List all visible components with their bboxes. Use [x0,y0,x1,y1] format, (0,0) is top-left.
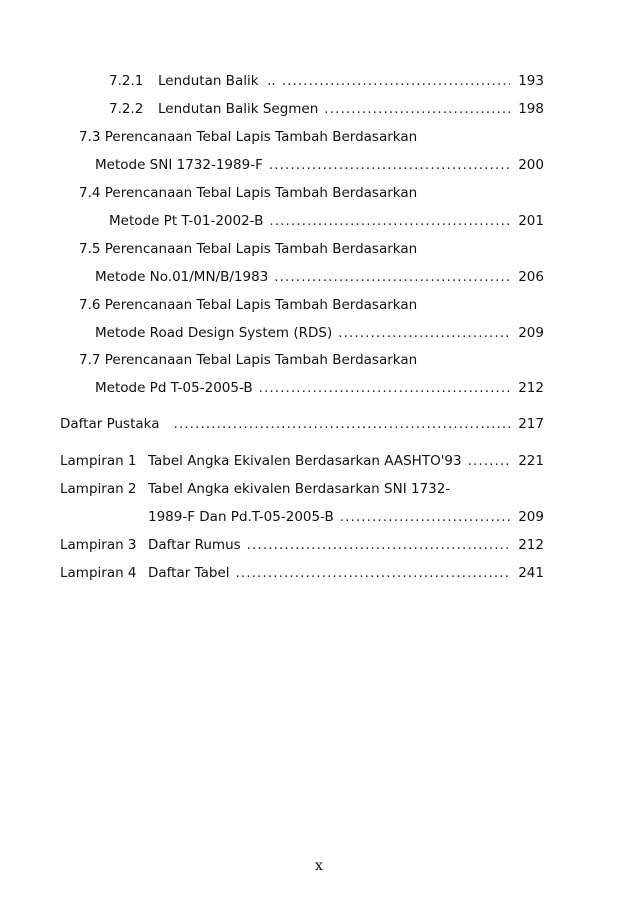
toc-heading-7-5[interactable]: 7.5 Perencanaan Tebal Lapis Tambah Berdasarkan [79,241,418,257]
toc-title: Metode Pd T-05-2005-B [95,380,253,396]
toc-entry-lampiran-2[interactable] [148,507,544,527]
toc-page-number: 212 [518,537,544,553]
toc-page-number: 200 [518,157,544,173]
toc-page-number: 206 [518,269,544,285]
dot-leader [282,71,510,91]
toc-page-number: 241 [518,565,544,581]
dot-leader [338,323,510,343]
toc-title: Metode Pt T-01-2002-B [109,213,264,229]
toc-page-number: 221 [518,453,544,469]
lampiran-4-label: Lampiran 4 [60,565,137,581]
toc-entry-7-7[interactable] [95,378,544,398]
toc-title: Metode No.01/MN/B/1983 [95,269,269,285]
toc-entry-lampiran-1[interactable] [148,451,544,471]
toc-entry-lampiran-3[interactable] [148,535,544,555]
dot-leader [274,267,510,287]
toc-entry-7-3[interactable] [95,155,544,175]
dot-leader [269,155,510,175]
toc-title: Daftar Tabel [148,565,230,581]
toc-page-number: 217 [518,416,544,432]
toc-title: Lendutan Balik .. [158,73,276,89]
toc-page-number: 209 [518,509,544,525]
toc-title: Metode SNI 1732-1989-F [95,157,263,173]
toc-entry-7-2-2[interactable] [158,99,544,119]
toc-title: 1989-F Dan Pd.T-05-2005-B [148,509,334,525]
dot-leader [468,451,510,471]
toc-entry-7-5[interactable] [95,267,544,287]
toc-entry-daftar-pustaka[interactable] [60,414,544,434]
toc-page-number: 201 [518,213,544,229]
toc-heading-7-7[interactable]: 7.7 Perencanaan Tebal Lapis Tambah Berdasarkan [79,352,418,368]
toc-title: Tabel Angka Ekivalen Berdasarkan AASHTO'93 [148,453,462,469]
dot-leader [247,535,510,555]
dot-leader [259,378,510,398]
lampiran-3-label: Lampiran 3 [60,537,137,553]
toc-heading-7-4[interactable]: 7.4 Perencanaan Tebal Lapis Tambah Berdasarkan [79,185,418,201]
toc-title: Metode Road Design System (RDS) [95,325,333,341]
page-number: x [315,858,323,874]
lampiran-2-title-line1[interactable]: Tabel Angka ekivalen Berdasarkan SNI 1732- [148,481,451,497]
toc-entry-lampiran-4[interactable] [148,563,544,583]
dot-leader [269,211,510,231]
toc-entry-7-4[interactable] [109,211,544,231]
dot-leader [174,414,510,434]
lampiran-1-label: Lampiran 1 [60,453,137,469]
dot-leader [324,99,510,119]
toc-page-number: 212 [518,380,544,396]
dot-leader [236,563,510,583]
toc-page-number: 198 [518,101,544,117]
dot-leader [340,507,510,527]
toc-entry-7-2-1[interactable] [158,71,544,91]
toc-number-7-2-1: 7.2.1 [109,73,144,89]
toc-title: Daftar Pustaka [60,416,160,432]
toc-heading-7-6[interactable]: 7.6 Perencanaan Tebal Lapis Tambah Berdasarkan [79,297,418,313]
toc-title: Daftar Rumus [148,537,241,553]
toc-heading-7-3[interactable]: 7.3 Perencanaan Tebal Lapis Tambah Berdasarkan [79,129,418,145]
lampiran-2-label: Lampiran 2 [60,481,137,497]
toc-number-7-2-2: 7.2.2 [109,101,144,117]
toc-page-number: 193 [518,73,544,89]
toc-entry-7-6[interactable] [95,323,544,343]
toc-page-number: 209 [518,325,544,341]
toc-title: Lendutan Balik Segmen [158,101,319,117]
